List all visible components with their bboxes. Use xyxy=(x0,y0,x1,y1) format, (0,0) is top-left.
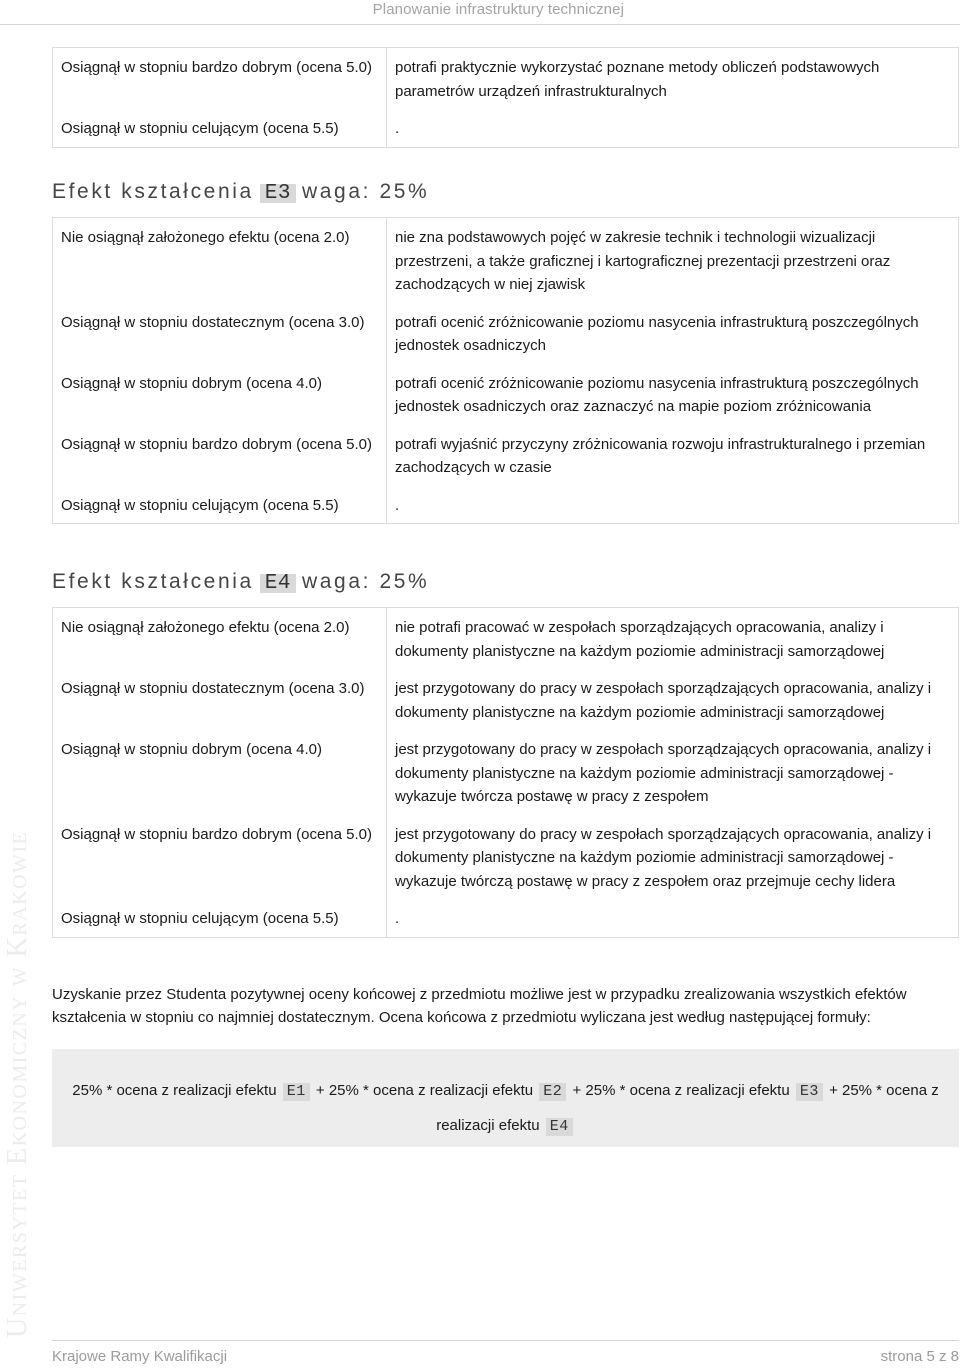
grade-label: Osiągnął w stopniu celującym (ocena 5.5) xyxy=(53,486,387,524)
grade-label: Osiągnął w stopniu celującym (ocena 5.5) xyxy=(53,899,387,937)
formula-box xyxy=(52,1049,959,1147)
formula-code: E1 xyxy=(283,1083,310,1101)
formula-part: 25% * ocena z realizacji efektu xyxy=(72,1082,277,1099)
grade-label: Osiągnął w stopniu dobrym (ocena 4.0) xyxy=(53,364,387,425)
formula-part: + 25% * ocena z realizacji efektu xyxy=(436,1082,939,1134)
effect-weight: waga: 25% xyxy=(302,570,430,593)
summary-paragraph: Uzyskanie przez Studenta pozytywnej oceny końcowej z przedmiotu możliwe jest w przypadku zrealizowania wszystkich efektów kształcenia w stopniu co najmniej dostatecznym. Ocena końcowa z przedmiotu wyliczana jest według następującej formuły: xyxy=(52,986,907,1026)
grade-description: nie zna podstawowych pojęć w zakresie technik i technologii wizualizacji przestrzeni, a także graficznej i kartograficznej prezentacji przestrzeni oraz zachodzących w niej zjawisk xyxy=(395,229,891,293)
table-row xyxy=(53,815,959,900)
formula-part: + 25% * ocena z realizacji efektu xyxy=(315,1082,534,1099)
grade-description: . xyxy=(395,910,400,927)
header-title: Planowanie infrastruktury technicznej xyxy=(372,1,624,18)
grade-description: potrafi wyjaśnić przyczyny zróżnicowania rozwoju infrastrukturalnego i przemian zachodzących w czasie xyxy=(395,435,926,476)
effect-heading-e3 xyxy=(52,180,429,204)
effect-code: E4 xyxy=(260,574,296,593)
grade-description: nie potrafi pracować w zespołach sporządzających opracowania, analizy i dokumenty planistyczne na każdym poziomie administracji samorządowej xyxy=(395,619,885,660)
grade-description: . xyxy=(395,496,400,514)
effect-table-e3 xyxy=(52,217,959,524)
table-row xyxy=(53,48,959,110)
grade-label: Osiągnął w stopniu dobrym (ocena 4.0) xyxy=(53,730,387,815)
grade-label: Nie osiągnął założonego efektu (ocena 2.0) xyxy=(53,218,387,303)
table-row xyxy=(53,218,959,303)
grade-label: Osiągnął w stopniu bardzo dobrym (ocena 5.0) xyxy=(53,425,387,486)
grade-description: jest przygotowany do pracy w zespołach sporządzających opracowania, analizy i dokumenty planistyczne na każdym poziomie administracji samorządowej - wykazuje twórczą postawę w pracy z zespołem oraz przejmuje cechy lidera xyxy=(395,825,932,890)
formula-code: E2 xyxy=(539,1083,566,1101)
prev-effect-table xyxy=(52,47,959,148)
grade-description: potrafi ocenić zróżnicowanie poziomu nasycenia infrastrukturą poszczególnych jednostek osadniczych oraz zaznaczyć na mapie poziom zróżnicowania xyxy=(395,374,919,415)
table-row xyxy=(53,608,959,670)
table-row xyxy=(53,486,959,524)
watermark-text: Uniwersytet Ekonomiczny w Krakowie xyxy=(2,830,33,1338)
table-row xyxy=(53,669,959,730)
grade-description: . xyxy=(395,120,400,137)
table-row xyxy=(53,425,959,486)
effect-heading-prefix: Efekt kształcenia xyxy=(52,570,254,593)
formula-code: E4 xyxy=(546,1118,573,1136)
table-row xyxy=(53,730,959,815)
table-row xyxy=(53,109,959,147)
effect-table-e4 xyxy=(52,607,959,938)
grade-label: Osiągnął w stopniu bardzo dobrym (ocena 5.0) xyxy=(53,815,387,900)
grade-label: Osiągnął w stopniu bardzo dobrym (ocena 5.0) xyxy=(53,48,387,110)
effect-weight: waga: 25% xyxy=(302,180,430,203)
table-row xyxy=(53,899,959,937)
effect-heading-e4 xyxy=(52,570,429,594)
footer-left: Krajowe Ramy Kwalifikacji xyxy=(52,1348,228,1365)
grade-formula xyxy=(52,1073,959,1143)
page-number: strona 5 z 8 xyxy=(880,1348,959,1365)
table-row xyxy=(53,303,959,364)
page-footer xyxy=(52,1340,959,1368)
formula-code: E3 xyxy=(796,1083,823,1101)
grade-description: potrafi praktycznie wykorzystać poznane metody obliczeń podstawowych parametrów urządzeń infrastrukturalnych xyxy=(395,59,880,100)
grade-label: Nie osiągnął założonego efektu (ocena 2.0) xyxy=(53,608,387,670)
grade-label: Osiągnął w stopniu dostatecznym (ocena 3.0) xyxy=(53,669,387,730)
table-row xyxy=(53,364,959,425)
grade-description: potrafi ocenić zróżnicowanie poziomu nasycenia infrastrukturą poszczególnych jednostek osadniczych xyxy=(395,313,919,354)
watermark xyxy=(0,600,34,1340)
grade-label: Osiągnął w stopniu celującym (ocena 5.5) xyxy=(53,109,387,147)
page-header xyxy=(0,0,960,25)
grade-description: jest przygotowany do pracy w zespołach sporządzających opracowania, analizy i dokumenty planistyczne na każdym poziomie administracji samorządowej xyxy=(395,680,932,721)
grade-label: Osiągnął w stopniu dostatecznym (ocena 3.0) xyxy=(53,303,387,364)
formula-part: + 25% * ocena z realizacji efektu xyxy=(572,1082,790,1099)
effect-heading-prefix: Efekt kształcenia xyxy=(52,180,254,203)
grade-description: jest przygotowany do pracy w zespołach sporządzających opracowania, analizy i dokumenty planistyczne na każdym poziomie administracji samorządowej - wykazuje twórcza postawę w pracy z zespołem xyxy=(395,741,932,805)
effect-code: E3 xyxy=(260,184,296,203)
